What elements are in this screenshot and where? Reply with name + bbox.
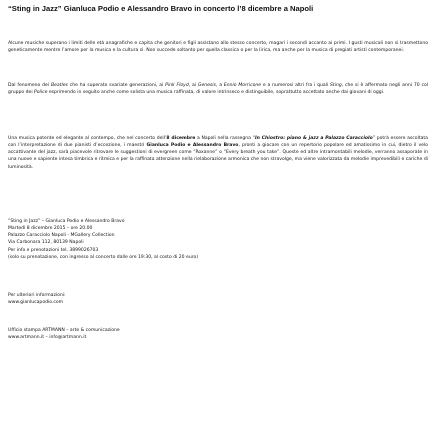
p3-text-3: ” potrà essere ascoltata con l’interpretazione di due pianisti d’eccezione, i maestri (8, 136, 428, 149)
p2-text-6: , che si è affermato negli anni 70 col gruppo dei (8, 83, 428, 96)
p2-text-7: esprimendo in seguito anche come solista una musica raffinata, di valore intrinseco e distinguibile, soprattutto accettato anche dai giovani di oggi. (47, 90, 385, 96)
morricone-name: Ennio Morricone (223, 83, 262, 88)
p3-text-1: Una musica potente ed elegante al contempo, che nel concerto dell’ (8, 136, 167, 141)
p2-text-5: e a numerosi altri fra i quali (261, 83, 331, 88)
concert-paragraph (8, 135, 428, 171)
event-date-line: Martedì 8 dicembre 2015 – ore 20.00 (8, 226, 93, 232)
more-info-label: Per ulteriori informazioni: (8, 293, 66, 298)
press-contact-line[interactable]: www.artmann.it – info@artmann.it (8, 335, 87, 341)
more-info-block (8, 292, 308, 306)
event-booking-line: (solo su prenotazione, con ingresso al concerto dalle ore 19:30, al costo di 20 euro) (8, 254, 199, 260)
pinkfloyd-name: Pink Floyd (165, 83, 189, 88)
event-address-line: Via Carbonara 112, 80139 Napoli (8, 240, 84, 246)
beatles-name: Beatles (50, 83, 68, 88)
p2-text-4: , a (215, 83, 224, 88)
p3-text-4: , pronti a giocare con un repertorio popolare ed amatissimo in cui, dietro il velo accattivante del jazz, sarà piacevole ritrovare le suggestioni di evergreen come “Roxanne” o “Every breath you take”. Queste ed altre intramontabili melodie, verranno assaporate in una nuove e sapiente intesa timbrica e ritmica e per la raffinata attenzione nella rielaborazione armonica che non stravolge, ma viene valorizzata da melodie imprevedibili e cariche di luminosità. (8, 143, 429, 170)
police-name: Police (34, 90, 48, 96)
concert-date: 8 dicembre (166, 136, 196, 141)
event-phone-line: Per info e prenotazioni tel. 3899026703 (8, 247, 99, 253)
intro-text: Alcune musiche superano i limiti delle età anagrafiche e capita che genitori e figli assistano allo stesso concerto, magari i secondi accanto ai primi. I gusti musicali non si trasmettono geneticamente mentre l’amore per la musica e la cultura sì. Non succede soltanto per quella classica o per la lirica, ma anche per la musica di pregiati artisti contemporanei. (8, 41, 428, 54)
intro-paragraph (8, 40, 428, 54)
p3-text-2: a Napoli nella rassegna “ (195, 136, 255, 141)
p2-text-1: Dal fenomeno dei (8, 83, 51, 88)
website-link[interactable]: www.gianlucapodio.com (8, 300, 64, 306)
p2-text-3: , ai (188, 83, 198, 88)
p2-text-2: che ha superato svariate generazioni, ai (67, 83, 166, 88)
artists-names: Gianluca Podio e Alessandro Bravo (146, 143, 239, 149)
rassegna-name: In Chiostro: piano & jazz a Palazzo Caracciolo (254, 136, 373, 141)
press-office-line: Ufficio stampa ARTMANN – arte & comunicazione (8, 328, 120, 333)
genesis-name: Genesis (197, 83, 216, 88)
sting-name: Sting (330, 83, 342, 88)
event-venue-line: Palazzo Caracciolo Napoli - MGallery Collection (8, 233, 115, 239)
event-info-block (8, 218, 308, 261)
page-title: “Sting in Jazz” Gianluca Podio e Alessandro Bravo in concerto l’8 dicembre a Napoli (8, 4, 314, 13)
artists-paragraph (8, 82, 428, 96)
event-title-line: “Sting in Jazz” – Gianluca Podio e Alessandro Bravo (8, 219, 125, 224)
press-office-block (8, 327, 308, 341)
